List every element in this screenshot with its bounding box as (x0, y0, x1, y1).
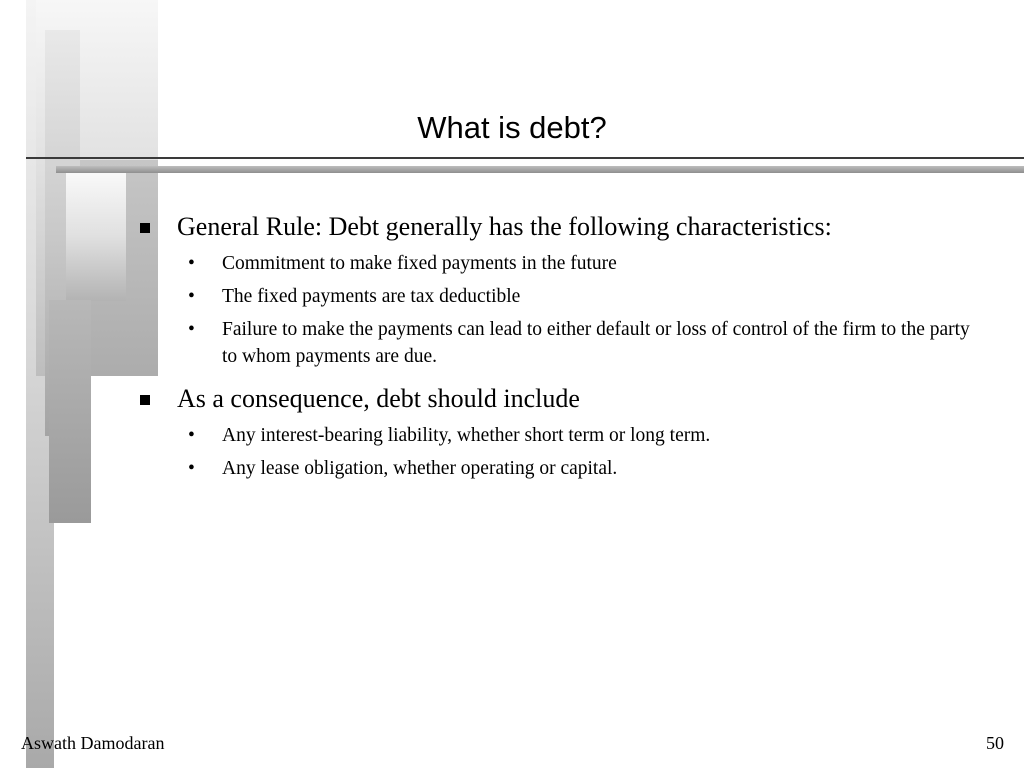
sub-bullet-text: The fixed payments are tax deductible (222, 286, 521, 307)
section-heading: General Rule: Debt generally has the following characteristics: (177, 212, 832, 241)
decor-bar-5 (66, 172, 126, 301)
sub-bullet-text: Commitment to make fixed payments in the future (222, 253, 617, 274)
dot-bullet-icon: • (188, 286, 195, 307)
sub-bullet (140, 316, 970, 370)
dot-bullet-icon: • (188, 319, 195, 340)
section-heading: As a consequence, debt should include (177, 384, 580, 413)
decor-bar-6 (49, 300, 91, 523)
sub-bullet (140, 283, 970, 310)
sub-bullet (140, 455, 970, 482)
footer-author: Aswath Damodaran (21, 733, 165, 753)
title-rule-shadow (56, 166, 1024, 173)
dot-bullet-icon: • (188, 425, 195, 446)
slide-title: What is debt? (417, 110, 607, 145)
sub-bullet-text: Any lease obligation, whether operating or capital. (222, 458, 618, 479)
dot-bullet-icon: • (188, 458, 195, 479)
square-bullet-icon (140, 223, 150, 233)
bullet-section-2 (140, 382, 970, 416)
title-rule (26, 157, 1024, 159)
dot-bullet-icon: • (188, 253, 195, 274)
slide-content (140, 210, 970, 482)
sub-bullet (140, 422, 970, 449)
sub-bullet (140, 250, 970, 277)
bullet-section-1 (140, 210, 970, 244)
sub-bullet-text: Failure to make the payments can lead to either default or loss of control of the firm to the party to whom payments are due. (222, 319, 970, 367)
sub-bullet-text: Any interest-bearing liability, whether short term or long term. (222, 425, 711, 446)
square-bullet-icon (140, 395, 150, 405)
page-number: 50 (986, 733, 1004, 753)
